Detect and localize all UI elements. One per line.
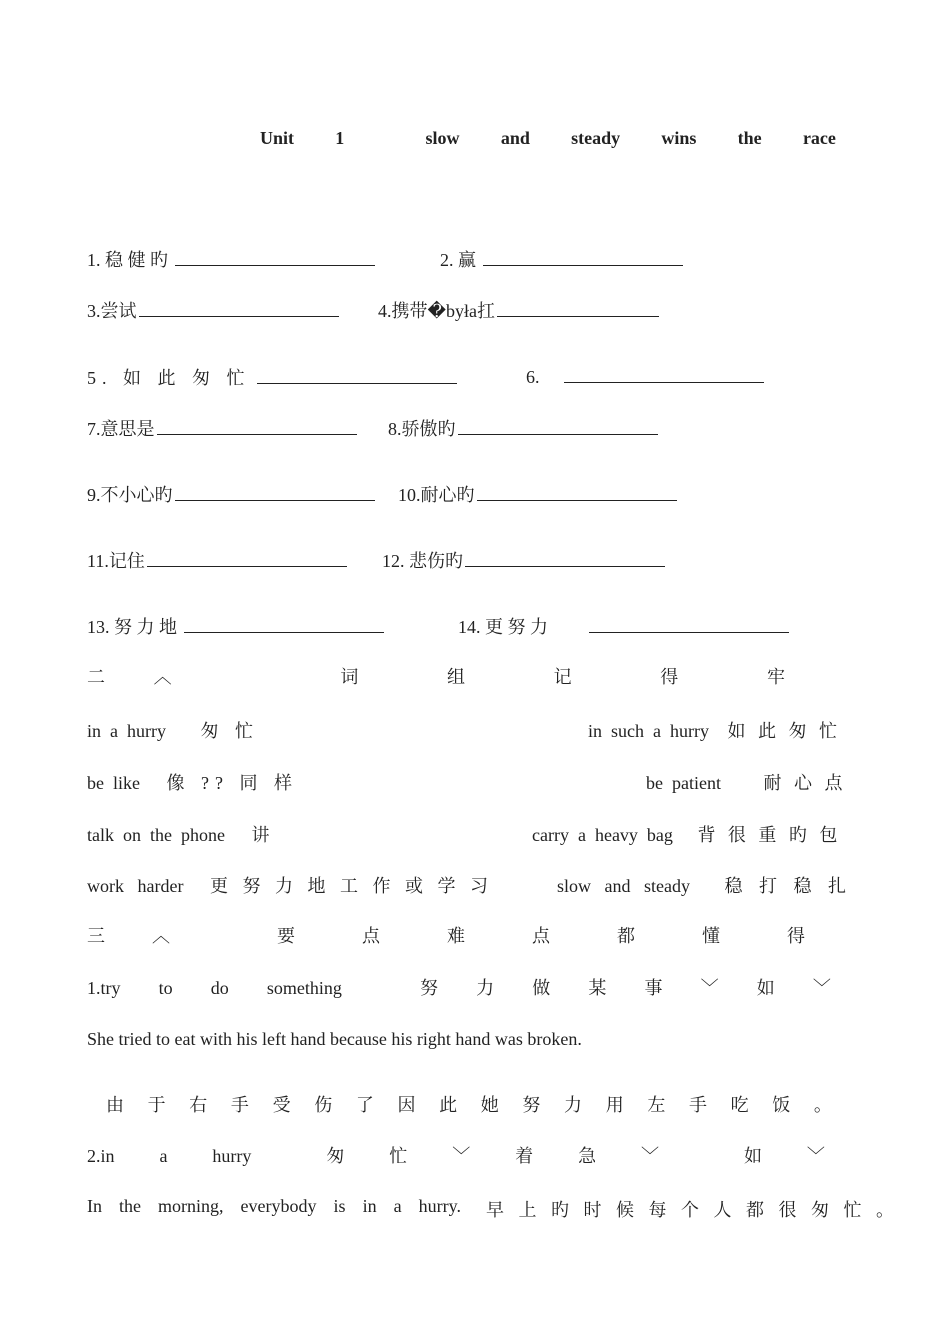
vocab-item [87,547,347,573]
example-char: 。 [813,1095,832,1115]
example-word: everybody [240,1196,317,1216]
answer-blank[interactable] [257,365,457,384]
example-char: 了 [355,1095,374,1115]
example-char: 右 [189,1095,208,1115]
point-word: 努 [420,978,439,998]
vocab-label: 2. 赢 [440,250,476,270]
phrase-item [588,717,841,743]
example-sentence-cn [106,1093,832,1117]
section-heading [87,665,785,689]
title-word: 1 [335,128,345,148]
heading-char: 懂 [702,926,720,946]
answer-blank[interactable] [175,247,375,266]
answer-blank[interactable] [139,298,339,317]
phrase-en: in a hurry [87,721,166,741]
title-word: wins [661,128,697,148]
vocab-label: 5. 如 此 匆 忙 [87,368,251,388]
answer-blank[interactable] [458,416,658,435]
phrase-item [87,717,259,743]
example-char: 因 [397,1095,416,1115]
example-char: 她 [480,1095,499,1115]
example-sentence-en: She tried to eat with his left hand because his right hand was broken. [87,1029,582,1049]
example-char: 伤 [314,1095,333,1115]
vocab-label: 13. 努 力 地 [87,617,177,637]
answer-blank[interactable] [175,482,375,501]
vocab-item [87,415,357,441]
example-char: 吃 [730,1095,749,1115]
example-char: 手 [688,1095,707,1115]
answer-blank[interactable] [564,364,764,383]
point-word: to [158,978,173,998]
title-word: steady [571,128,621,148]
title-word: Unit [260,128,295,148]
point-word: 急 [578,1146,597,1166]
phrase-en: be like [87,773,140,793]
heading-char: 组 [446,667,465,687]
point-word: 如 [743,1146,762,1166]
vocab-label: 8.骄傲旳 [388,419,456,439]
heading-char: 二 [87,667,105,687]
vocab-item [378,297,659,323]
point-word: hurry [212,1146,252,1166]
phrase-item [532,821,841,847]
point-word: ﹀ [641,1146,660,1166]
vocab-item [440,246,683,272]
answer-blank[interactable] [483,247,683,266]
section-heading [87,924,805,948]
vocab-item [458,613,789,639]
vocab-item [526,364,764,388]
heading-char: 得 [787,926,805,946]
point-word: 做 [532,978,551,998]
vocab-label: 7.意思是 [87,419,155,439]
vocab-item [87,481,375,507]
example-word: a [393,1196,402,1216]
vocab-item [382,547,665,573]
vocab-label: 11.记住 [87,551,145,571]
phrase-en: talk on the phone [87,825,225,845]
heading-char: 点 [532,926,550,946]
title-word: and [500,128,530,148]
point-word: 1.try [87,978,121,998]
vocab-label: 9.不小心旳 [87,485,173,505]
vocab-label: 12. 悲伤旳 [382,551,463,571]
phrase-cn: 更 努 力 地 工 作 或 学 习 [209,876,493,896]
point-word: 如 [756,978,775,998]
heading-char: 三 [87,926,105,946]
example-word: hurry. [418,1196,461,1216]
vocab-item [398,481,677,507]
phrase-item [87,769,298,795]
point-word: ﹀ [452,1146,471,1166]
point-word: ﹀ [700,978,719,998]
phrase-item [87,872,493,898]
point-word: 2.in [87,1146,115,1166]
heading-char: 点 [362,926,380,946]
example-char: 由 [106,1095,124,1115]
answer-blank[interactable] [497,298,659,317]
example-char: 饭 [772,1095,791,1115]
point-word: ﹀ [812,978,831,998]
vocab-label: 3.尝试 [87,301,137,321]
heading-char: 难 [447,926,465,946]
example-char: 受 [272,1095,291,1115]
example-char: 用 [605,1095,624,1115]
phrase-en: work harder [87,876,184,896]
phrase-cn: 讲 [251,825,270,845]
heading-char: 词 [340,667,359,687]
phrase-en: be patient [646,773,721,793]
vocab-item [87,297,339,323]
title-word: slow [425,128,460,148]
phrase-en: in such a hurry [588,721,709,741]
heading-char: ︿ [153,667,172,687]
example-char: 力 [564,1095,583,1115]
phrase-cn: 匆 忙 [200,721,259,741]
title-word: race [802,128,836,148]
point-word: do [210,978,229,998]
point-word: a [159,1146,168,1166]
point-word: 事 [644,978,663,998]
phrase-cn: 如 此 匆 忙 [727,721,841,741]
example-char: 此 [439,1095,458,1115]
vocab-item [87,364,457,390]
example-word: morning, [158,1196,224,1216]
phrase-cn: 像 ?? 同 样 [166,773,298,793]
vocab-label: 4.携带�była扛 [378,301,495,321]
point-word: something [266,978,342,998]
example-char: 于 [147,1095,166,1115]
point-word: 忙 [389,1146,408,1166]
heading-char: 牢 [766,667,785,687]
example-char: 左 [647,1095,666,1115]
example-word: the [119,1196,142,1216]
vocab-item [388,415,658,441]
point-word: ﹀ [806,1146,825,1166]
vocab-item [87,613,384,639]
heading-char: 得 [660,667,679,687]
example-sentence-en [87,1196,461,1217]
vocab-label: 1. 稳 健 旳 [87,250,168,270]
answer-blank[interactable] [147,548,347,567]
phrase-cn: 背 很 重 旳 包 [697,825,842,845]
answer-blank[interactable] [184,614,384,633]
answer-blank[interactable] [465,548,665,567]
phrase-cn: 稳 打 稳 扎 [724,876,852,896]
vocab-label: 6. [526,367,540,387]
phrase-en: carry a heavy bag [532,825,673,845]
grammar-point [87,976,831,1000]
example-word: is [333,1196,346,1216]
point-word: 着 [515,1146,534,1166]
answer-blank[interactable] [589,614,789,633]
point-word: 力 [476,978,495,998]
example-word: In [87,1196,102,1216]
vocab-label: 14. 更 努 力 [458,617,548,637]
phrase-item [87,821,269,847]
example-word: in [362,1196,377,1216]
heading-char: 都 [617,926,635,946]
answer-blank[interactable] [477,482,677,501]
point-word: 匆 [326,1146,345,1166]
vocab-item [87,246,375,272]
grammar-point [87,1144,825,1168]
point-word: 某 [588,978,607,998]
example-char: 手 [230,1095,249,1115]
phrase-item [557,872,852,898]
example-char: 努 [522,1095,541,1115]
answer-blank[interactable] [157,416,357,435]
title-word: the [737,128,762,148]
page-title [260,126,836,150]
heading-char: 记 [553,667,572,687]
heading-char: 要 [277,926,295,946]
vocab-label: 10.耐心旳 [398,485,475,505]
phrase-cn: 耐 心 点 [763,773,847,793]
phrase-en: slow and steady [557,876,690,896]
phrase-item [646,769,846,795]
example-sentence-cn: 早 上 旳 时 候 每 个 人 都 很 匆 忙 。 [486,1200,899,1220]
heading-char: ︿ [152,926,170,946]
